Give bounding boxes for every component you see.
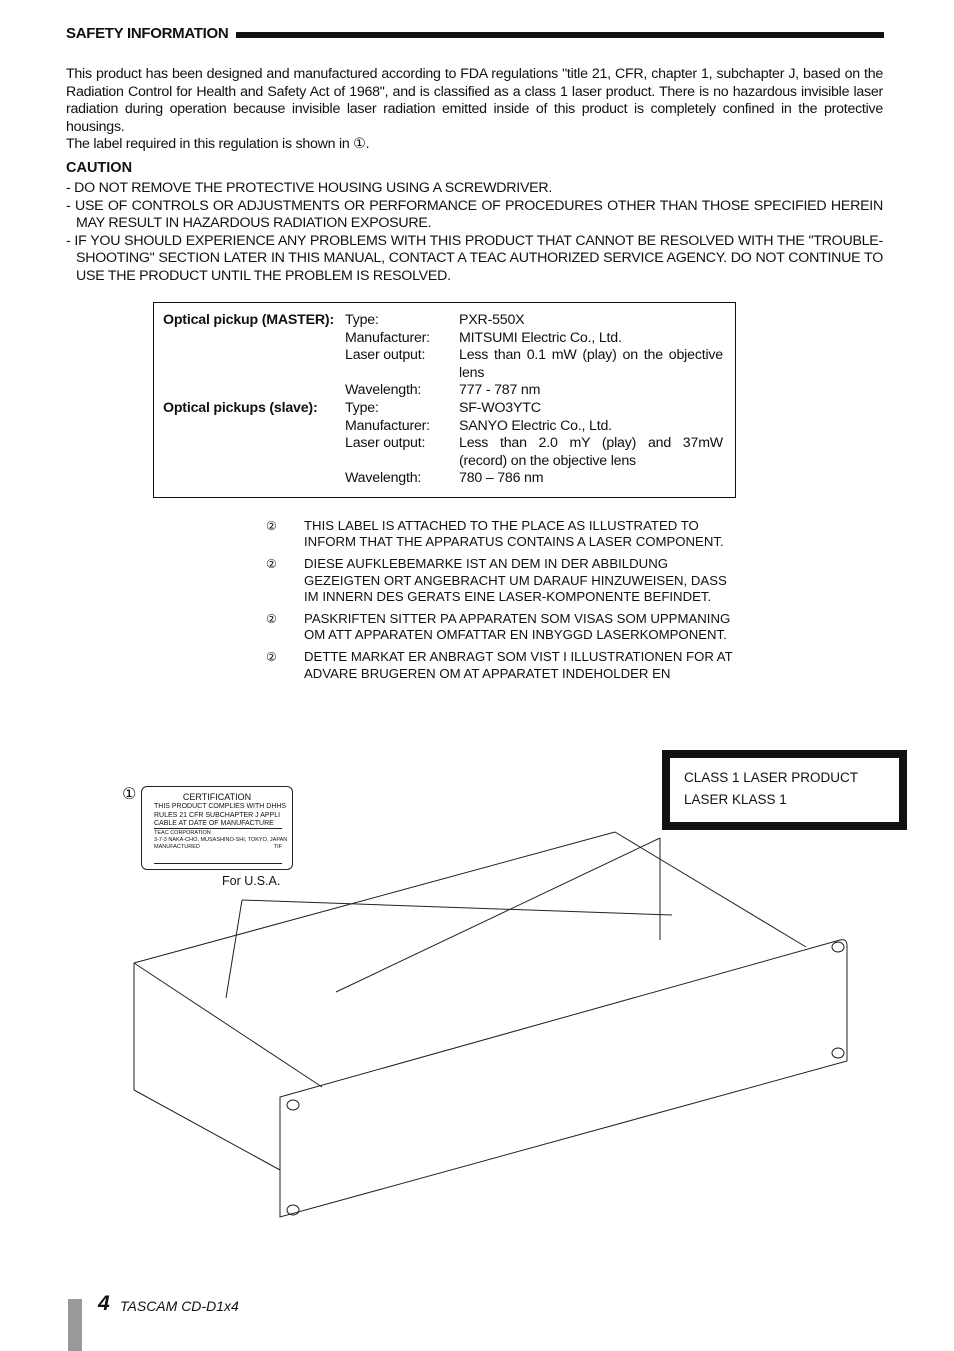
certification-line: RULES 21 CFR SUBCHAPTER J APPLI	[154, 811, 281, 819]
notice-text: PASKRIFTEN SITTER PA APPARATEN SOM VISAS SOM UPPMANING OM ATT APPARATEN OMFATTAR EN INBYGGD LASERKOMPONENT.	[304, 611, 731, 643]
notice-marker: ②	[266, 519, 277, 533]
section-header	[66, 25, 884, 45]
class1-laser-label	[662, 750, 907, 830]
certification-corporation	[154, 830, 286, 843]
intro-label-line: The label required in this regulation is shown in ①.	[66, 136, 370, 153]
spec-value: SANYO Electric Co., Ltd.	[459, 417, 612, 434]
certification-tif: TIF	[273, 844, 282, 850]
intro-text	[66, 66, 883, 154]
certification-rule	[154, 828, 282, 829]
spec-group-slave	[163, 400, 728, 488]
certification-rule	[154, 863, 282, 864]
caution-item: - DO NOT REMOVE THE PROTECTIVE HOUSING USING A SCREWDRIVER.	[66, 180, 883, 198]
spec-value: 780 – 786 nm	[459, 470, 544, 486]
certification-line: THIS PRODUCT COMPLIES WITH DHHS	[154, 803, 287, 810]
laser-notice-item	[266, 518, 736, 550]
caution-heading: CAUTION	[66, 160, 133, 176]
spec-row	[163, 312, 728, 330]
spec-row	[163, 470, 728, 488]
master-label: Optical pickup (MASTER)	[163, 312, 330, 328]
notice-text: THIS LABEL IS ATTACHED TO THE PLACE AS ILLUSTRATED TO INFORM THAT THE APPARATUS CONTAINS A LASER COMPONENT.	[304, 518, 724, 550]
certification-label	[141, 786, 293, 870]
laser-notice-item	[266, 649, 736, 681]
title-rule	[236, 32, 884, 38]
spec-row	[163, 418, 728, 436]
certification-marker: ①	[122, 784, 137, 803]
spec-key: Wavelength:	[345, 470, 422, 486]
caution-list	[66, 180, 883, 286]
notice-marker: ②	[266, 650, 277, 665]
notice-text: DIESE AUFKLEBEMARKE IST AN DEM IN DER ABBILDUNG GEZEIGTEN ORT ANGEBRACHT UM DARAUF HINZUWEISEN, DASS IM INNERN DES GERATS EINE LASER-KOMPONENTE BEFINDET.	[304, 556, 727, 604]
intro-paragraph: This product has been designed and manufactured according to FDA regulations "title 21, CFR, chapter 1, subchapter J, based on the Radiation Control for Health and Safety Act of 1968", and is classified as a class 1 laser product. There is no hazardous invisible laser radiation during operation because invisible laser radiation emitted inside of this product is completely confined in the protective housings.	[66, 66, 883, 135]
spec-key: Manufacturer:	[345, 329, 430, 346]
spec-value: Less than 0.1 mW (play) on the objective lens	[459, 347, 723, 381]
laser-label-inner	[670, 758, 899, 822]
page-number: 4	[98, 1292, 110, 1315]
certification-corp-address: 3-7-3 NAKA-CHO, MUSASHINO-SHI, TOKYO, JAPAN	[154, 836, 288, 843]
spec-row	[163, 435, 728, 470]
spec-key: Type:	[345, 312, 379, 328]
spec-row	[163, 330, 728, 348]
spec-key: Laser output:	[345, 435, 426, 451]
spec-row	[163, 382, 728, 400]
certification-line: CABLE AT DATE OF MANUFACTURE	[154, 820, 274, 827]
laser-label-line2: LASER KLASS 1	[684, 792, 787, 807]
laser-label-line1: CLASS 1 LASER PRODUCT	[684, 770, 859, 785]
certification-corp-name: TEAC CORPORATION	[154, 830, 211, 836]
spec-key: Type:	[345, 400, 379, 416]
spec-value: Less than 2.0 mY (play) and 37mW (record) on the objective lens	[459, 435, 723, 469]
caution-item: - IF YOU SHOULD EXPERIENCE ANY PROBLEMS WITH THIS PRODUCT THAT CANNOT BE RESOLVED WITH THE "TROUBLE-SHOOTING" SECTION LATER IN THIS MANUAL, CONTACT A TEAC AUTHORIZED SERVICE AGENCY. DO NOT CONTINUE TO USE THE PRODUCT UNTIL THE PROBLEM IS RESOLVED.	[66, 233, 883, 286]
spec-group-master	[163, 312, 728, 400]
certification-text	[154, 803, 286, 829]
optical-pickup-spec-box	[153, 302, 736, 498]
notice-marker: ②	[266, 557, 277, 572]
spec-row	[163, 400, 728, 418]
notice-text: DETTE MARKAT ER ANBRAGT SOM VIST I ILLUSTRATIONEN FOR AT ADVARE BRUGEREN OM AT APPARATET INDEHOLDER EN	[304, 649, 733, 681]
section-title: SAFETY INFORMATION	[66, 25, 229, 42]
laser-notice-item	[266, 556, 736, 605]
laser-notice-item	[266, 611, 736, 643]
footer-bar	[68, 1299, 82, 1351]
laser-notice-list	[266, 518, 736, 688]
spec-key: Laser output:	[345, 347, 426, 363]
spec-row	[163, 347, 728, 382]
notice-marker: ②	[266, 612, 277, 627]
certification-title: CERTIFICATION	[182, 792, 252, 802]
slave-label: Optical pickups (slave):	[163, 400, 318, 416]
footer-model-name: TASCAM CD-D1x4	[120, 1298, 239, 1314]
master-label-suffix: :	[329, 312, 334, 328]
spec-value: MITSUMI Electric Co., Ltd.	[459, 329, 622, 346]
spec-value: PXR-550X	[459, 312, 525, 328]
spec-value: 777 - 787 nm	[459, 382, 541, 398]
certification-manufactured: MANUFACTURED	[154, 844, 200, 850]
spec-key: Manufacturer:	[345, 417, 430, 434]
spec-key: Wavelength:	[345, 382, 422, 398]
caution-item: - USE OF CONTROLS OR ADJUSTMENTS OR PERFORMANCE OF PROCEDURES OTHER THAN THOSE SPECIFIED HEREIN MAY RESULT IN HAZARDOUS RADIATION EXPOSURE.	[66, 198, 883, 233]
certification-caption: For U.S.A.	[222, 874, 281, 888]
spec-value: SF-WO3YTC	[459, 400, 541, 416]
